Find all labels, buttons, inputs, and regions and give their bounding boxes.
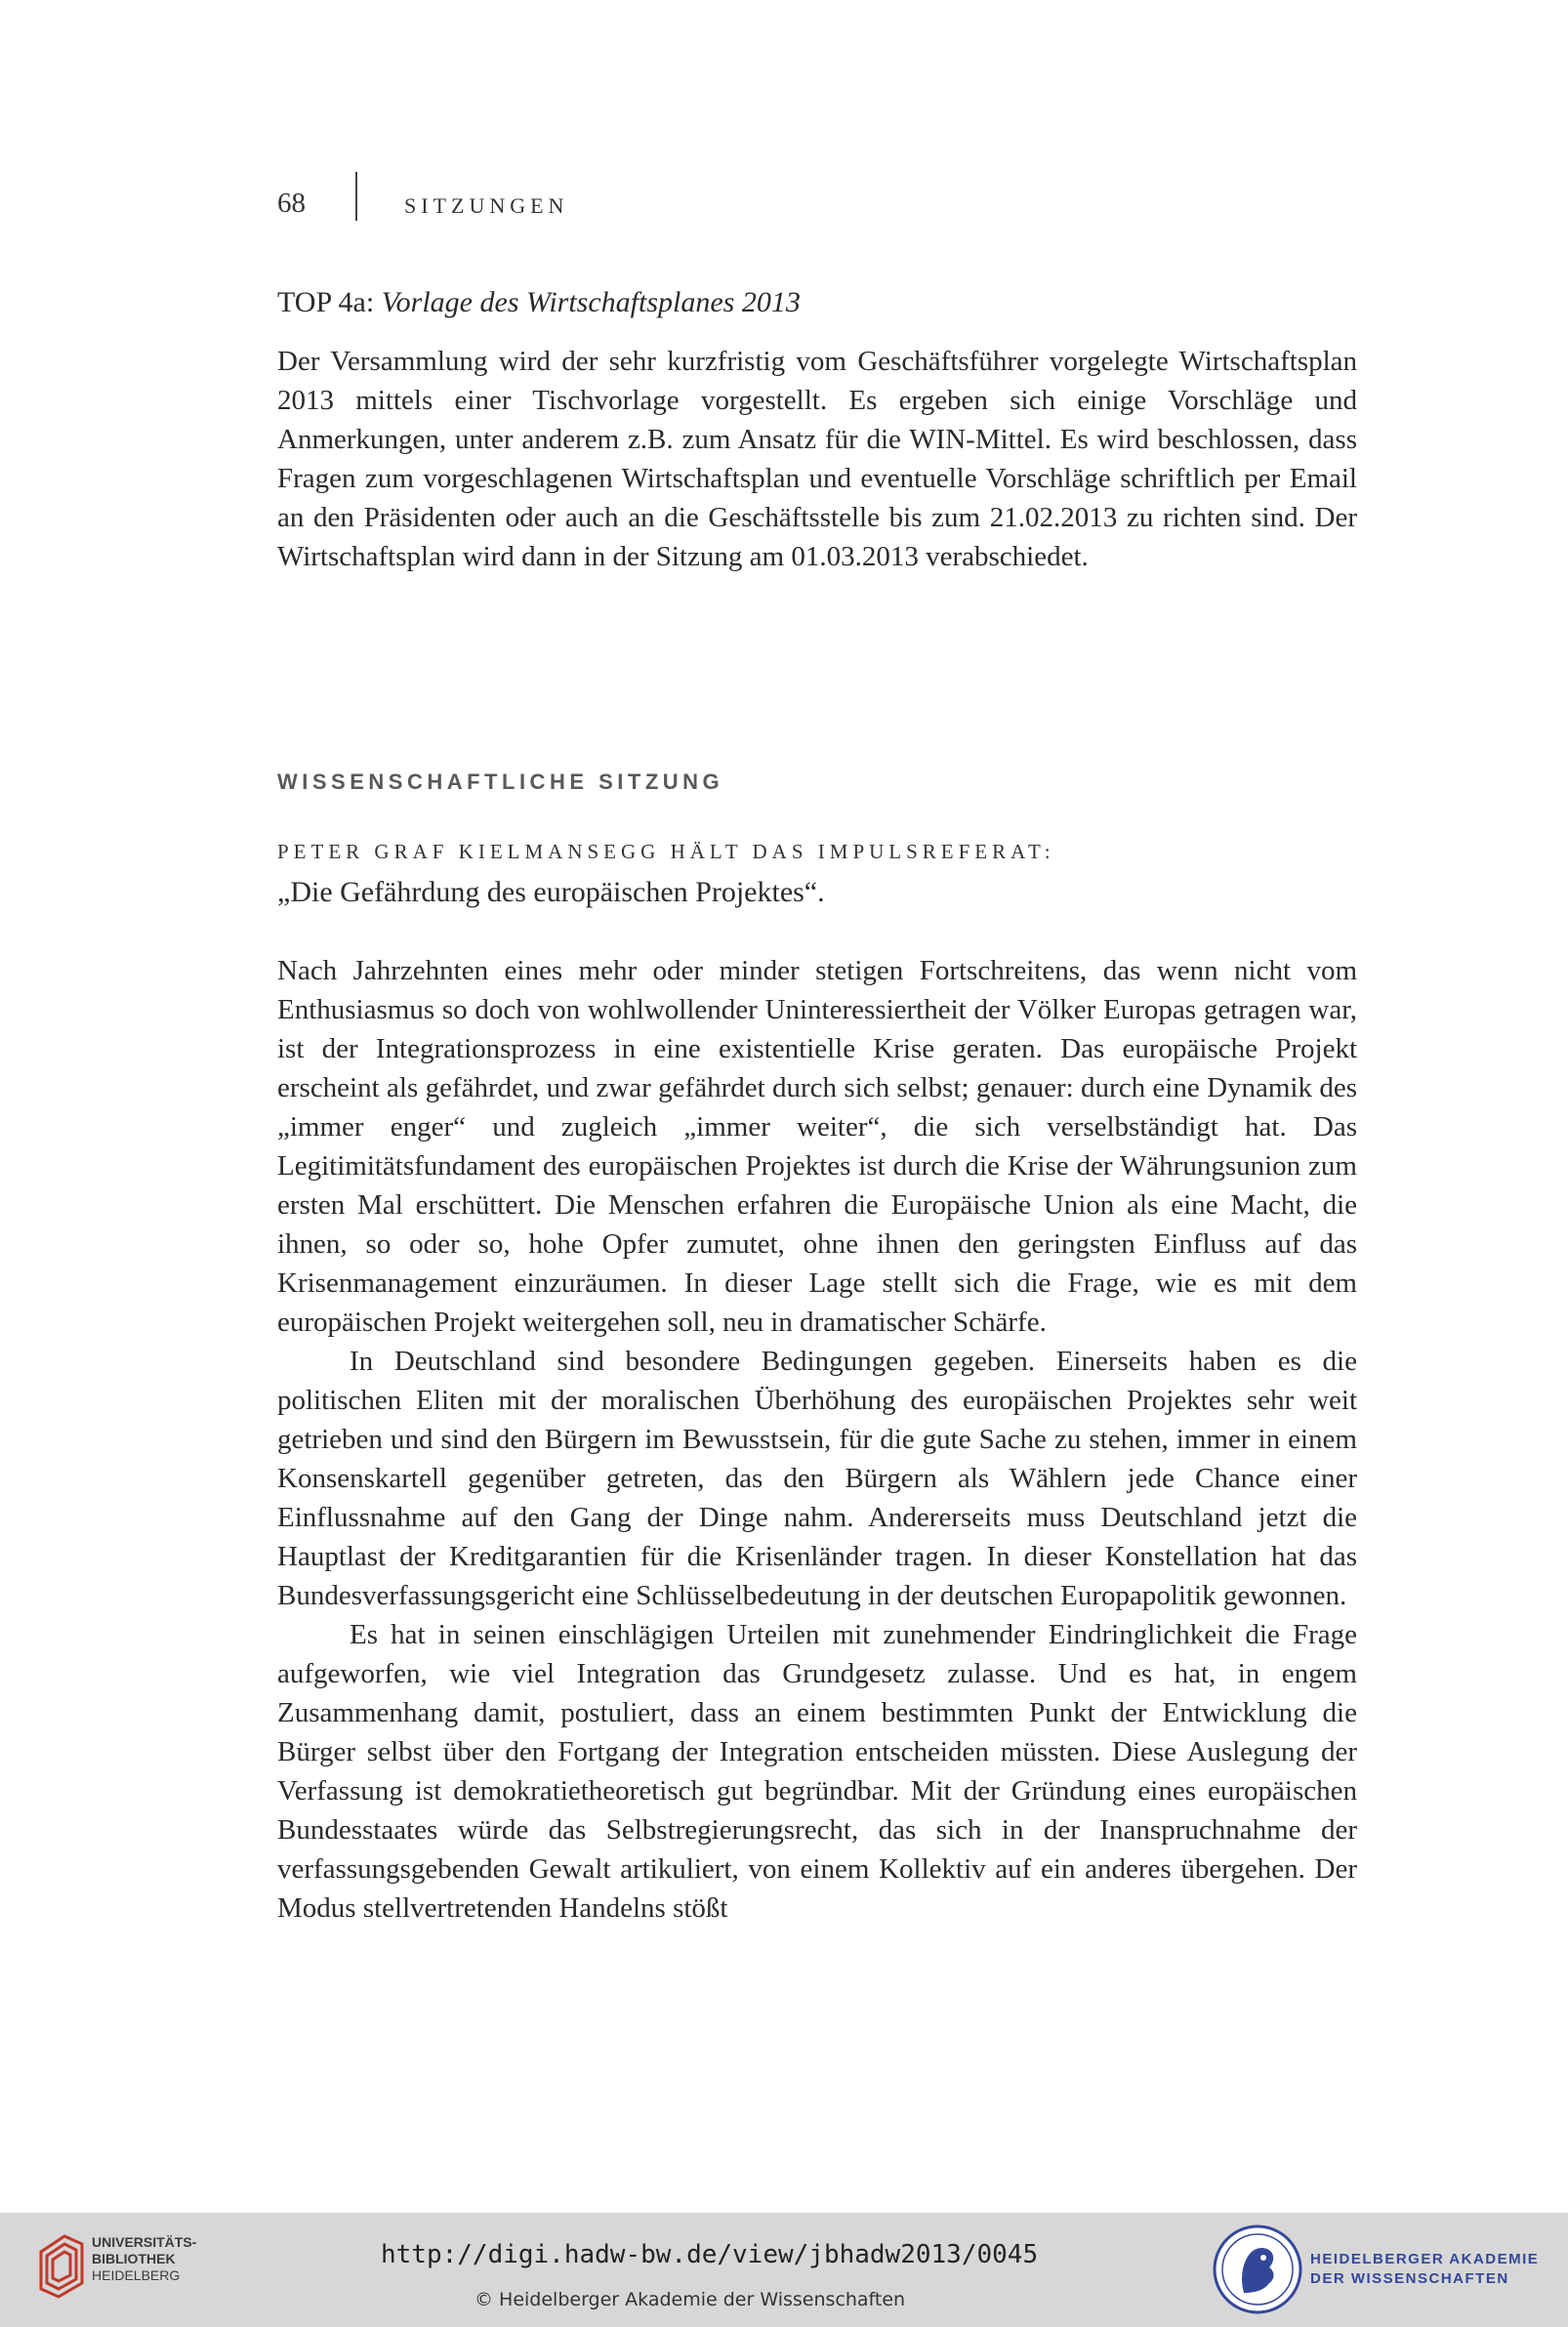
- academy-line: HEIDELBERGER AKADEMIE: [1310, 2251, 1540, 2267]
- permalink-url[interactable]: http://digi.hadw-bw.de/view/jbhadw2013/0045: [381, 2240, 1039, 2269]
- header-divider: [355, 172, 357, 221]
- speaker-line: PETER GRAF KIELMANSEGG HÄLT DAS IMPULSREFERAT:: [277, 840, 1055, 863]
- footer-bar: [0, 2213, 1568, 2327]
- section-heading: WISSENSCHAFTLICHE SITZUNG: [277, 769, 724, 794]
- body-paragraph: Es hat in seinen einschlägigen Urteilen mit zunehmender Eindringlichkeit die Frage aufgeworfen, wie viel Integration das Grundgesetz zulasse. Und es hat, in engem Zusammenhang damit, postuliert, dass an einem bestimmten Punkt der Entwicklung die Bürger selbst über den Fortgang der Integration entscheiden müssten. Diese Auslegung der Verfassung ist demokratietheoretisch gut begründbar. Mit der Gründung eines europäischen Bundesstaates würde das Selbstregierungsrecht, das sich in der Inanspruchnahme der verfassungsgebenden Gewalt artikuliert, von einem Kollektiv auf ein anderes übergehen. Der Modus stellvertretenden Handelns stößt: [277, 1619, 1357, 1924]
- running-head: SITZUNGEN: [404, 193, 569, 218]
- copyright-notice: © Heidelberger Akademie der Wissenschaften: [475, 2289, 906, 2310]
- body-paragraph: Nach Jahrzehnten eines mehr oder minder stetigen Fortschreitens, das wenn nicht vom Enthusiasmus so doch von wohlwollender Uninteressiertheit der Völker Europas getragen war, ist der Integrationsprozess in eine existentielle Krise geraten. Das europäische Projekt erscheint als gefährdet, und zwar gefährdet durch sich selbst; genauer: durch eine Dynamik des „immer enger“ und zugleich „immer weiter“, die sich verselbständigt hat. Das Legitimitätsfundament des europäischen Projektes ist durch die Krise der Währungsunion zum ersten Mal erschüttert. Die Menschen erfahren die Europäische Union als eine Macht, die ihnen, so oder so, hohe Opfer zumutet, ohne ihnen den geringsten Einfluss auf das Krisenmanagement einzuräumen. In dieser Lage stellt sich die Frage, wie es mit dem europäischen Projekt weitergehen soll, neu in dramatischer Schärfe.: [277, 955, 1357, 1338]
- agenda-item-heading: [277, 283, 1357, 322]
- body-paragraph: In Deutschland sind besondere Bedingungen gegeben. Einerseits haben es die politischen Eliten mit der moralischen Überhöhung des europäischen Projektes sehr weit getrieben und sind den Bürgern im Bewusstsein, für die gute Sache zu stehen, immer in einem Konsenskartell gegenüber getreten, das den Bürgern als Wählern jede Chance einer Einflussnahme auf den Gang der Dinge nahm. Andererseits muss Deutschland jetzt die Hauptlast der Kreditgarantien für die Krisenländer tragen. In dieser Konstellation hat das Bundesverfassungsgericht eine Schlüsselbedeutung in der deutschen Europapolitik gewonnen.: [277, 1346, 1357, 1611]
- ub-line: HEIDELBERG: [92, 2267, 181, 2283]
- agenda-item-paragraph: Der Versammlung wird der sehr kurzfristig vom Geschäftsführer vorgelegte Wirtschaftsplan 2013 mittels einer Tischvorlage vorgestellt. Es ergeben sich einige Vorschläge und Anmerkungen, unter anderem z.B. zum Ansatz für die WIN-Mittel. Es wird beschlossen, dass Fragen zum vorgeschlagenen Wirtschaftsplan und eventuelle Vorschläge schriftlich per Email an den Präsidenten oder auch an die Geschäftsstelle bis zum 21.02.2013 zu richten sind. Der Wirtschaftsplan wird dann in der Sitzung am 01.03.2013 verabschiedet.: [277, 346, 1357, 572]
- page-header: [277, 172, 1351, 221]
- ub-line: BIBLIOTHEK: [92, 2251, 176, 2266]
- agenda-item-title: Vorlage des Wirtschaftsplanes 2013: [381, 286, 801, 318]
- academy-logo[interactable]: [1211, 2221, 1543, 2318]
- agenda-item-body: [277, 342, 1357, 576]
- university-library-logo[interactable]: [35, 2223, 230, 2301]
- agenda-item-label: TOP 4a:: [277, 286, 382, 318]
- talk-title: „Die Gefährdung des europäischen Projektes“.: [277, 876, 825, 908]
- library-mark-icon: [35, 2223, 88, 2301]
- university-library-wordmark: [92, 2234, 196, 2284]
- ub-line: UNIVERSITÄTS-: [92, 2234, 197, 2250]
- academy-line: DER WISSENSCHAFTEN: [1310, 2270, 1509, 2287]
- academy-seal-icon: [1211, 2221, 1304, 2318]
- academy-wordmark: [1310, 2250, 1539, 2289]
- page-number: 68: [277, 187, 306, 219]
- lecture-body: [277, 951, 1357, 1928]
